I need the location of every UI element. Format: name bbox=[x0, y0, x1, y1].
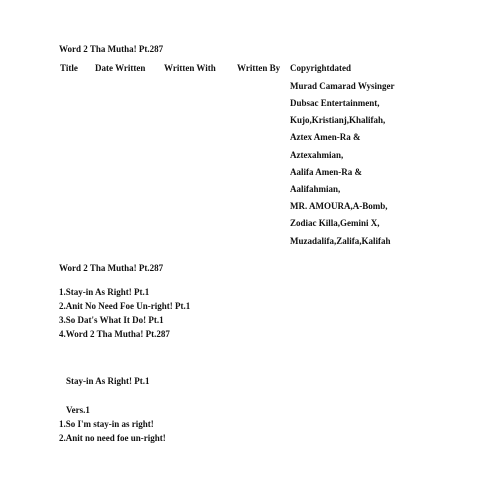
credit-line: MR. AMOURA,A-Bomb, bbox=[290, 201, 388, 211]
credit-line: Kujo,Kristianj,Khalifah, bbox=[290, 115, 386, 125]
verse-label: Vers.1 bbox=[66, 405, 90, 415]
credit-line: Aalifahmian, bbox=[290, 184, 341, 194]
lyric-line: 1.So I'm stay-in as right! bbox=[59, 419, 154, 429]
song-title: Stay-in As Right! Pt.1 bbox=[66, 376, 150, 386]
lyric-line: 2.Anit no need foe un-right! bbox=[59, 433, 166, 443]
document-title: Word 2 Tha Mutha! Pt.287 bbox=[59, 44, 164, 54]
credit-line: Aztexahmian, bbox=[290, 150, 344, 160]
toc-item: 1.Stay-in As Right! Pt.1 bbox=[59, 287, 150, 297]
credit-line: Murad Camarad Wysinger bbox=[290, 81, 395, 91]
header-title: Title bbox=[60, 63, 78, 73]
header-date-written: Date Written bbox=[95, 63, 146, 73]
section-title: Word 2 Tha Mutha! Pt.287 bbox=[59, 263, 164, 273]
credit-line: Zodiac Killa,Gemini X, bbox=[290, 218, 380, 228]
toc-item: 4.Word 2 Tha Mutha! Pt.287 bbox=[59, 329, 170, 339]
header-copyright: Copyrightdated bbox=[290, 63, 352, 73]
header-written-with: Written With bbox=[164, 63, 216, 73]
toc-item: 3.So Dat's What It Do! Pt.1 bbox=[59, 315, 164, 325]
credit-line: Dubsac Entertainment, bbox=[290, 98, 380, 108]
credit-line: Aalifa Amen-Ra & bbox=[290, 167, 362, 177]
credit-line: Muzadalifa,Zalifa,Kalifah bbox=[290, 236, 391, 246]
toc-item: 2.Anit No Need Foe Un-right! Pt.1 bbox=[59, 301, 191, 311]
header-written-by: Written By bbox=[237, 63, 281, 73]
credit-line: Aztex Amen-Ra & bbox=[290, 132, 361, 142]
